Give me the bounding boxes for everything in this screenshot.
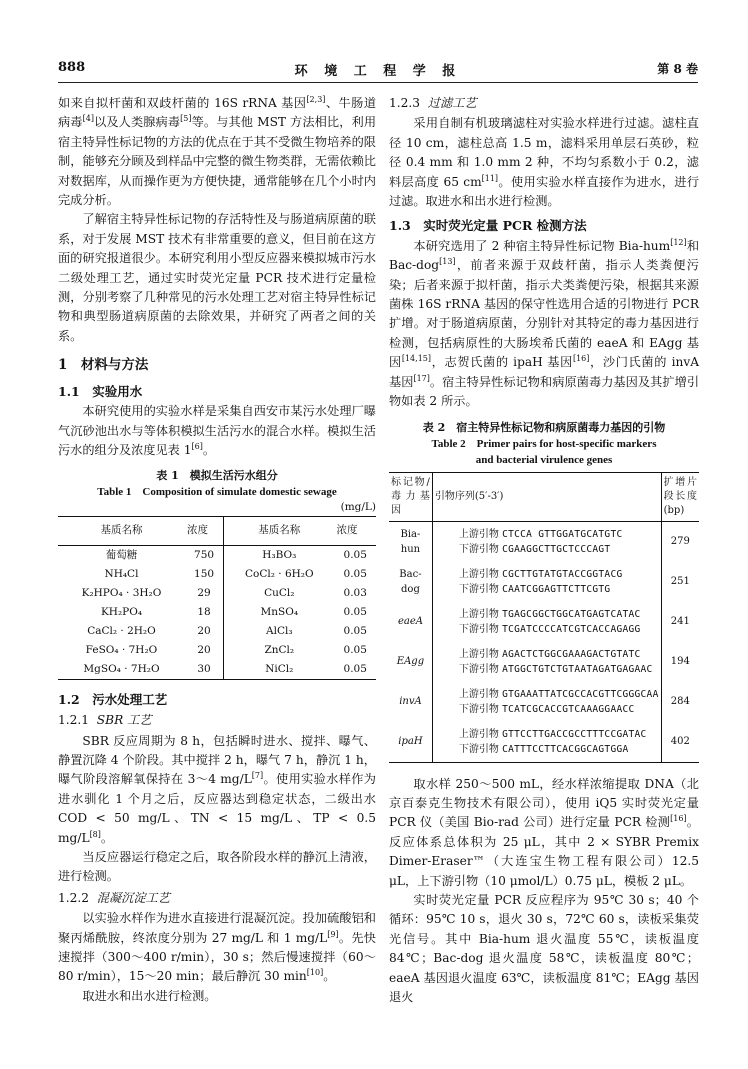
sbr-paragraph: SBR 反应周期为 8 h，包括瞬时进水、搅拌、曝气、静置沉降 4 个阶段。其中搅拌 2 h，曝气 7 h，静沉 1 h，曝气阶段溶解氧保持在 3～4 mg/L[7]。使用实验水样作为进水驯化 1 个月之后，反应器达到稳定状态，二级出水 COD < 50 mg/L、TN < 15 mg/L、TP < 0.5 mg/L[8]。 <box>58 733 376 845</box>
t2-header-sequence: 引物序列(5′-3′) <box>432 472 661 521</box>
table-row: eaeA 上游引物 TGAGCGGCTGGCATGAGTCATAC 下游引物 TCGATCCCCATCGTCACCAGAGG 241 <box>389 602 699 642</box>
table-row: K₂HPO₄ · 3H₂O 29 CuCl₂ 0.03 <box>58 584 376 603</box>
table-2-grid <box>389 472 699 763</box>
table-1-unit: (mg/L) <box>340 501 376 514</box>
table-row: CaCl₂ · 2H₂O 20 AlCl₃ 0.05 <box>58 622 376 641</box>
table-row: invA 上游引物 GTGAAATTATCGCCACGTTCGGGCAA 下游引物 TCATCGCACCGTCAAAGGAACC 284 <box>389 682 699 722</box>
table-1 <box>58 468 376 679</box>
table-2 <box>389 420 699 763</box>
coagulation-paragraph: 以实验水样作为进水直接进行混凝沉淀。投加硫酸铝和聚丙烯酰胺，终浓度分别为 27 mg/L 和 1 mg/L[9]。先快速搅拌（300～400 r/min），30 s；然后慢速搅拌（60～80 r/min），15～20 min；最后静沉 30 min[10]。 <box>58 911 376 984</box>
page-number: 888 <box>58 60 86 75</box>
table-row: MgSO₄ · 7H₂O 30 NiCl₂ 0.05 <box>58 660 376 680</box>
pcr-program-paragraph: 实时荧光定量 PCR 反应程序为 95℃ 30 s；40 个循环：95℃ 10 s，退火 30 s，72℃ 60 s，读板采集荧光信号。其中 Bia-hum 退火温度 55℃，读板温度 84℃；Bac-dog 退火温度 58℃，读板温度 80℃；eaeA 基因退火温度 63℃，读板温度 81℃；EAgg 基因退火 <box>389 892 699 1004</box>
section-heading-1: 1 材料与方法 <box>58 357 149 374</box>
section-heading-1-1: 1.1 实验用水 <box>58 383 143 399</box>
intro-paragraph-1: 如来自拟杆菌和双歧杆菌的 16S rRNA 基因[2,3]、牛肠道病毒[4]以及人类腺病毒[5]等。与其他 MST 方法相比，利用宿主特异性标记物的方法的优点在于其不受微生物培养的限制，能够充分顾及到样品中完整的微生物类群，无需依赖比对数据库，从而操作更为方便快捷，通常能够在几个小时内完成分析。 <box>58 94 377 208</box>
section-heading-1-3: 1.3 实时荧光定量 PCR 检测方法 <box>389 218 587 234</box>
table-row: 葡萄糖 750 H₃BO₃ 0.05 <box>58 545 376 565</box>
table-row: NH₄Cl 150 CoCl₂ · 6H₂O 0.05 <box>58 565 376 584</box>
dna-extraction-paragraph: 取水样 250～500 mL，经水样浓缩提取 DNA（北京百泰克生物技术有限公司），使用 iQ5 实时荧光定量 PCR 仪（美国 Bio-rad 公司）进行定量 PCR 检测[16]。反应体系总体积为 25 μL，其中 2 × SYBR Premix Dimer-Eraser™（大连宝生物工程有限公司）12.5 μL，上下游引物（10 μmol/L）0.75 μL，模板 2 μL。 <box>389 776 699 888</box>
left-column <box>58 94 376 1006</box>
table-2-caption-cn: 表 2 宿主特异性标记物和病原菌毒力基因的引物 <box>422 420 666 434</box>
table-row: Bia-hun 上游引物 CTCCA GTTGGATGCATGTC 下游引物 CGAAGGCTTGCTCCCAGT 279 <box>389 521 699 562</box>
intro-paragraph-2: 了解宿主特异性标记物的存活特性及与肠道病原菌的联系，对于发展 MST 技术有非常重要的意义，但目前在这方面的研究报道很少。本研究利用小型反应器来模拟城市污水二级处理工艺，通过实时荧光定量 PCR 技术进行定量检测，分别考察了几种常见的污水处理工艺对宿主特异性标记物和典型肠道病原菌的去除效果，并研究了两者之间的关系。 <box>58 212 376 343</box>
section-heading-1-2-2: 1.2.2 混凝沉淀工艺 <box>58 890 170 905</box>
coagulation-paragraph-2: 取进水和出水进行检测。 <box>82 988 217 1003</box>
table-row: Bac-dog 上游引物 CGCTTGTATGTACCGGTACG 下游引物 CAATCGGAGTTCTTCGTG 251 <box>389 562 699 602</box>
section-heading-1-2-3: 1.2.3 过滤工艺 <box>389 96 477 110</box>
running-header <box>58 56 698 83</box>
right-column <box>389 94 699 1007</box>
volume-label: 第 8 卷 <box>657 62 698 76</box>
section-heading-1-2-1: 1.2.1 SBR 工艺 <box>58 713 152 728</box>
filtration-paragraph: 采用自制有机玻璃滤柱对实验水样进行过滤。滤柱直径 10 cm，滤柱总高 1.5 m，滤料采用单层石英砂，粒径 0.4 mm 和 1.0 mm 2 种，不均匀系数小于 0.2，滤料层高度 65 cm[11]。使用实验水样直接作为进水，进行过滤。取进水和出水进行检测。 <box>389 116 700 209</box>
table-1-caption-cn: 表 1 模拟生活污水组分 <box>156 469 278 483</box>
sbr-paragraph-2: 当反应器运行稳定之后，取各阶段水样的静沉上清液，进行检测。 <box>58 849 376 884</box>
table-row: KH₂PO₄ 18 MnSO₄ 0.05 <box>58 603 376 622</box>
t2-header-marker: 标记物/毒力基因 <box>389 472 432 521</box>
table-row: ipaH 上游引物 GTTCCTTGACCGCCTTTCCGATAC 下游引物 CATTTCCTTCACGGCAGTGGA 402 <box>389 722 699 763</box>
t2-header-length: 扩增片段长度(bp) <box>661 472 699 521</box>
pcr-method-paragraph: 本研究选用了 2 种宿主特异性标记物 Bia-hum[12]和 Bac-dog[13]，前者来源于双歧杆菌，指示人类粪便污染；后者来源于拟杆菌，指示犬类粪便污染，根据其来源菌株 16S rRNA 基因的保守性选用合适的引物进行 PCR 扩增。对于肠道病原菌，分别针对其特定的毒力基因进行检测，包括病原性的大肠埃希氏菌的 eaeA 和 EAgg 基因[14,15]，志贺氏菌的 ipaH 基因[16]，沙门氏菌的 invA 基因[17]。宿主特异性标记物和病原菌毒力基因及其扩增引物如表 2 所示。 <box>389 237 700 409</box>
table-2-caption-en-1: Table 2 Primer pairs for host-specific markers <box>431 437 657 450</box>
t1-header-name-b: 基质名称 <box>224 517 335 545</box>
table-row: FeSO₄ · 7H₂O 20 ZnCl₂ 0.05 <box>58 641 376 660</box>
table-1-caption-en: Table 1 Composition of simulate domestic sewage <box>97 486 337 499</box>
table-1-grid <box>58 516 376 679</box>
t1-header-conc-a: 浓度 <box>185 517 224 545</box>
section-heading-1-2: 1.2 污水处理工艺 <box>58 691 168 707</box>
t1-header-name-a: 基质名称 <box>58 517 185 545</box>
table-2-caption-en-2: and bacterial virulence genes <box>475 453 613 466</box>
t1-header-conc-b: 浓度 <box>334 517 376 545</box>
table-row: EAgg 上游引物 AGACTCTGGCGAAAGACTGTATC 下游引物 ATGGCTGTCTGTAATAGATGAGAAC 194 <box>389 642 699 682</box>
water-paragraph: 本研究使用的实验水样是采集自西安市某污水处理厂曝气沉砂池出水与等体积模拟生活污水的混合水样。模拟生活污水的组分及浓度见表 1[6]。 <box>58 404 376 457</box>
journal-title: 环 境 工 程 学 报 <box>294 64 462 79</box>
